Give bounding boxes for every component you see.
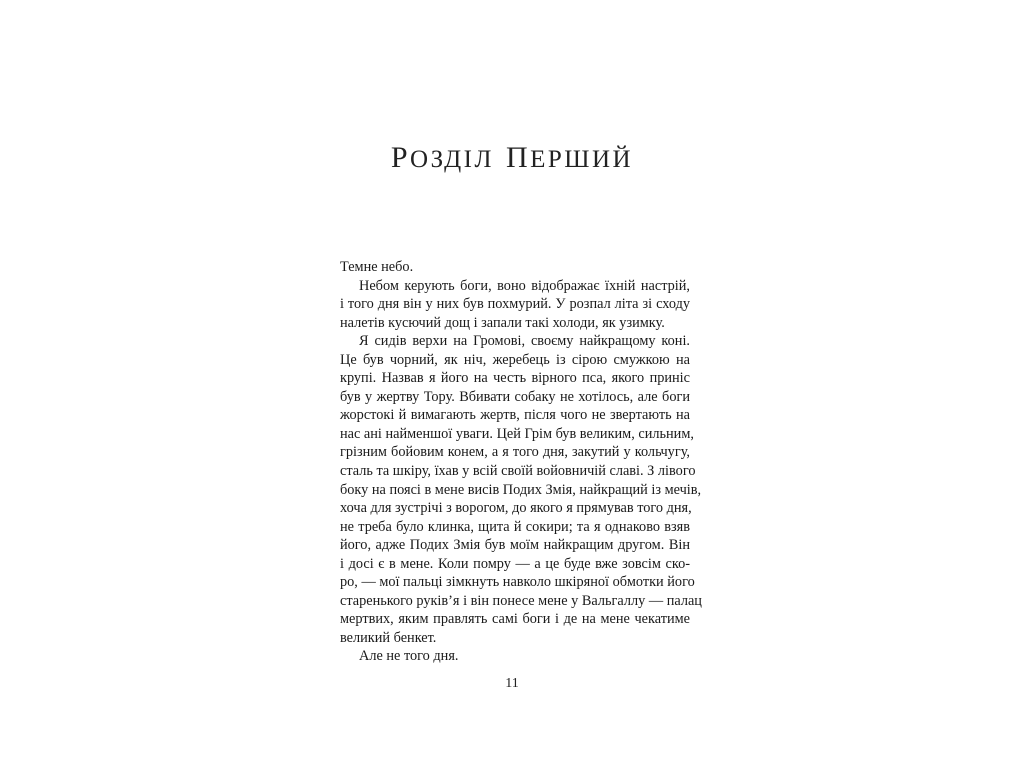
page-number: 11 — [505, 676, 519, 691]
paragraph — [340, 647, 690, 666]
text-line: сталь та шкіру, їхав у всій своїй войовничій славі. З лівого — [340, 463, 696, 480]
text-line: його, адже Подих Змія був моїм найкращим другом. Він — [340, 537, 690, 554]
chapter-title — [0, 141, 1024, 175]
paragraph — [340, 332, 702, 647]
text-line: Це був чорний, як ніч, жеребець із сірою смужкою на — [340, 351, 690, 368]
text-line: Темне небо. — [340, 259, 414, 275]
text-line: Але не того дня. — [359, 648, 459, 665]
text-line: не треба було клинка, щита й сокири; та я однаково взяв — [340, 518, 690, 535]
chapter-title-word: РОЗДІЛ — [390, 141, 494, 174]
paragraph — [340, 277, 690, 333]
text-line: хоча для зустрічі з ворогом, до якого я прямував того дня, — [340, 500, 692, 517]
text-line: ро, — мої пальці зімкнуть навколо шкіряної обмотки його — [340, 574, 695, 591]
text-line: Я сидів верхи на Громові, своєму найкращому коні. — [359, 333, 690, 350]
text-line: був у жертву Тору. Вбивати собаку не хотілось, але боги — [340, 388, 690, 405]
text-line: налетів кусючий дощ і запали такі холоди, як узимку. — [340, 314, 665, 331]
chapter-title-word: ПЕРШИЙ — [505, 141, 634, 174]
text-line: мертвих, яким правлять самі боги і де на мене чекатиме — [340, 611, 690, 628]
text-line: Небом керують боги, воно відображає їхній настрій, — [359, 277, 690, 294]
text-line: грізним бойовим конем, а я того дня, закутий у кольчугу, — [340, 444, 690, 461]
text-line: старенького руків’я і він понесе мене у Вальгаллу — палац — [340, 592, 702, 609]
text-line: і досі є в мене. Коли помру — а це буде вже зовсім ско- — [340, 555, 690, 572]
text-line: великий бенкет. — [340, 629, 437, 646]
text-line: жорстокі й вимагають жертв, після чого не звертають на — [340, 407, 690, 424]
paragraph — [340, 258, 690, 277]
text-line: нас ані найменшої уваги. Цей Грім був великим, сильним, — [340, 425, 694, 442]
text-line: і того дня він у них був похмурий. У розпал літа зі сходу — [340, 296, 690, 313]
chapter-text — [340, 258, 702, 666]
text-line: боку на поясі в мене висів Подих Змія, найкращий із мечів, — [340, 481, 702, 498]
text-line: крупі. Назвав я його на честь вірного пса, якого приніс — [340, 370, 690, 387]
